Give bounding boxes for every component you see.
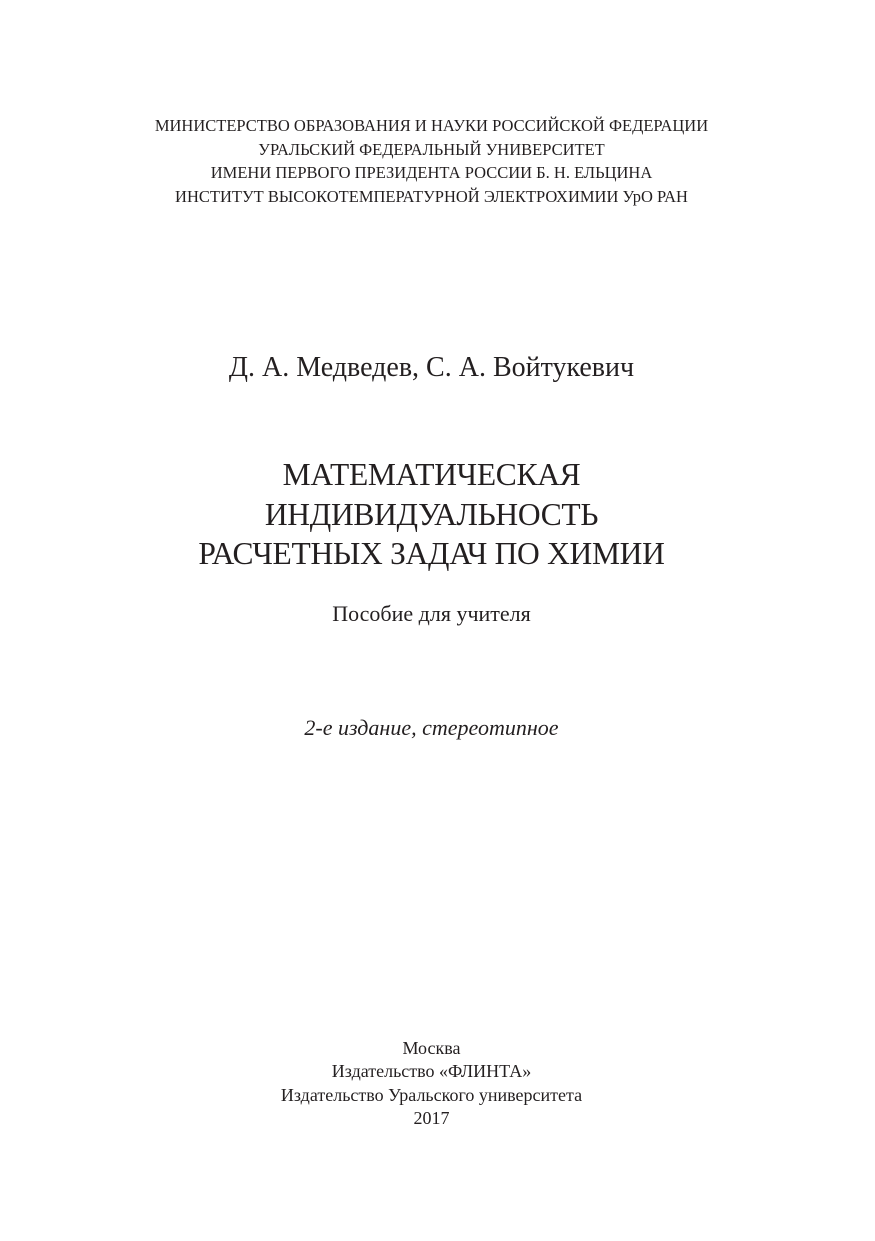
institution-line-institute: ИНСТИТУТ ВЫСОКОТЕМПЕРАТУРНОЙ ЭЛЕКТРОХИМИИ УрО РАН <box>175 187 688 207</box>
book-title-line-3: РАСЧЕТНЫХ ЗАДАЧ ПО ХИМИИ <box>198 536 665 571</box>
imprint-publisher-ural: Издательство Уральского университета <box>280 1084 583 1105</box>
book-title <box>0 455 863 574</box>
book-title-line-2: ИНДИВИДУАЛЬНОСТЬ <box>264 496 599 532</box>
institution-line-university-name: ИМЕНИ ПЕРВОГО ПРЕЗИДЕНТА РОССИИ Б. Н. ЕЛЬЦИНА <box>210 163 653 183</box>
edition-note: 2-е издание, стереотипное <box>304 715 559 740</box>
imprint <box>0 1037 863 1130</box>
book-subtitle: Пособие для учителя <box>332 601 531 626</box>
institution-line-university: УРАЛЬСКИЙ ФЕДЕРАЛЬНЫЙ УНИВЕРСИТЕТ <box>258 139 605 159</box>
imprint-city: Москва <box>402 1038 461 1058</box>
book-title-line-1: МАТЕМАТИЧЕСКАЯ <box>282 457 581 492</box>
imprint-year: 2017 <box>413 1107 450 1128</box>
authors: Д. А. Медведев, С. А. Войтукевич <box>228 352 635 383</box>
imprint-publisher-flinta: Издательство «ФЛИНТА» <box>331 1061 532 1082</box>
institution-header <box>0 114 863 209</box>
institution-line-ministry: МИНИСТЕРСТВО ОБРАЗОВАНИЯ И НАУКИ РОССИЙСКОЙ ФЕДЕРАЦИИ <box>154 116 709 135</box>
